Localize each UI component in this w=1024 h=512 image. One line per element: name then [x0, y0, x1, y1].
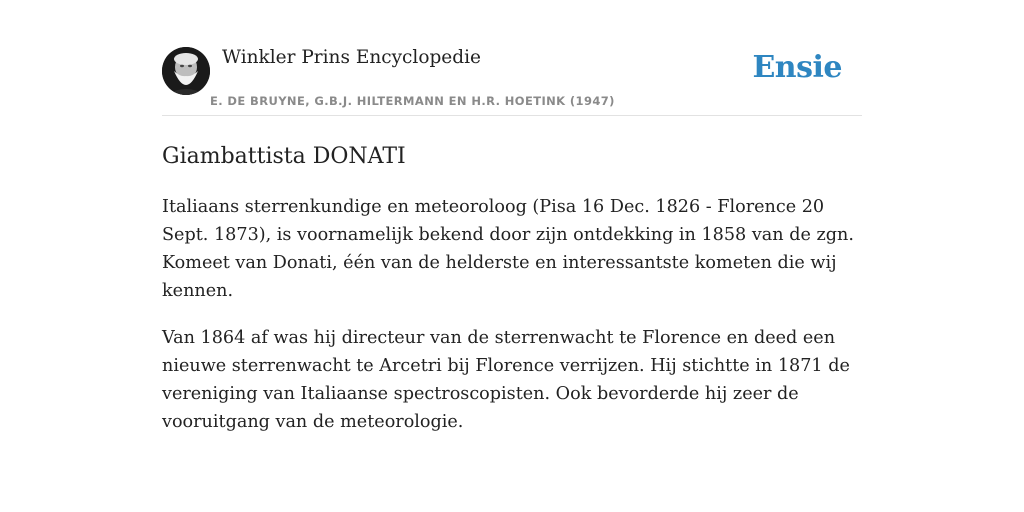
article-paragraph: Italiaans sterrenkundige en meteoroloog (Pisa 16 Dec. 1826 - Florence 20 Sept. 1873), is voornamelijk bekend door zijn ontdekking in 1858 van de zgn. Komeet van Donati, één van de helderste en interessantste kometen die wij kennen.: [162, 197, 854, 301]
source-header: [162, 44, 862, 116]
source-title[interactable]: Winkler Prins Encyclopedie: [222, 47, 481, 68]
article-title: Giambattista DONATI: [162, 144, 406, 169]
brand-logo[interactable]: Ensie: [752, 50, 842, 85]
author-portrait-avatar: [162, 47, 210, 95]
article-card: [162, 44, 862, 436]
article-paragraph: Van 1864 af was hij directeur van de sterrenwacht te Florence en deed een nieuwe sterrenwacht te Arcetri bij Florence verrijzen. Hij stichtte in 1871 de vereniging van Italiaanse spectroscopisten. Ook bevorderde hij zeer de vooruitgang van de meteorologie.: [162, 328, 850, 432]
authors-credit: E. DE BRUYNE, G.B.J. HILTERMANN EN H.R. HOETINK (1947): [210, 94, 615, 108]
